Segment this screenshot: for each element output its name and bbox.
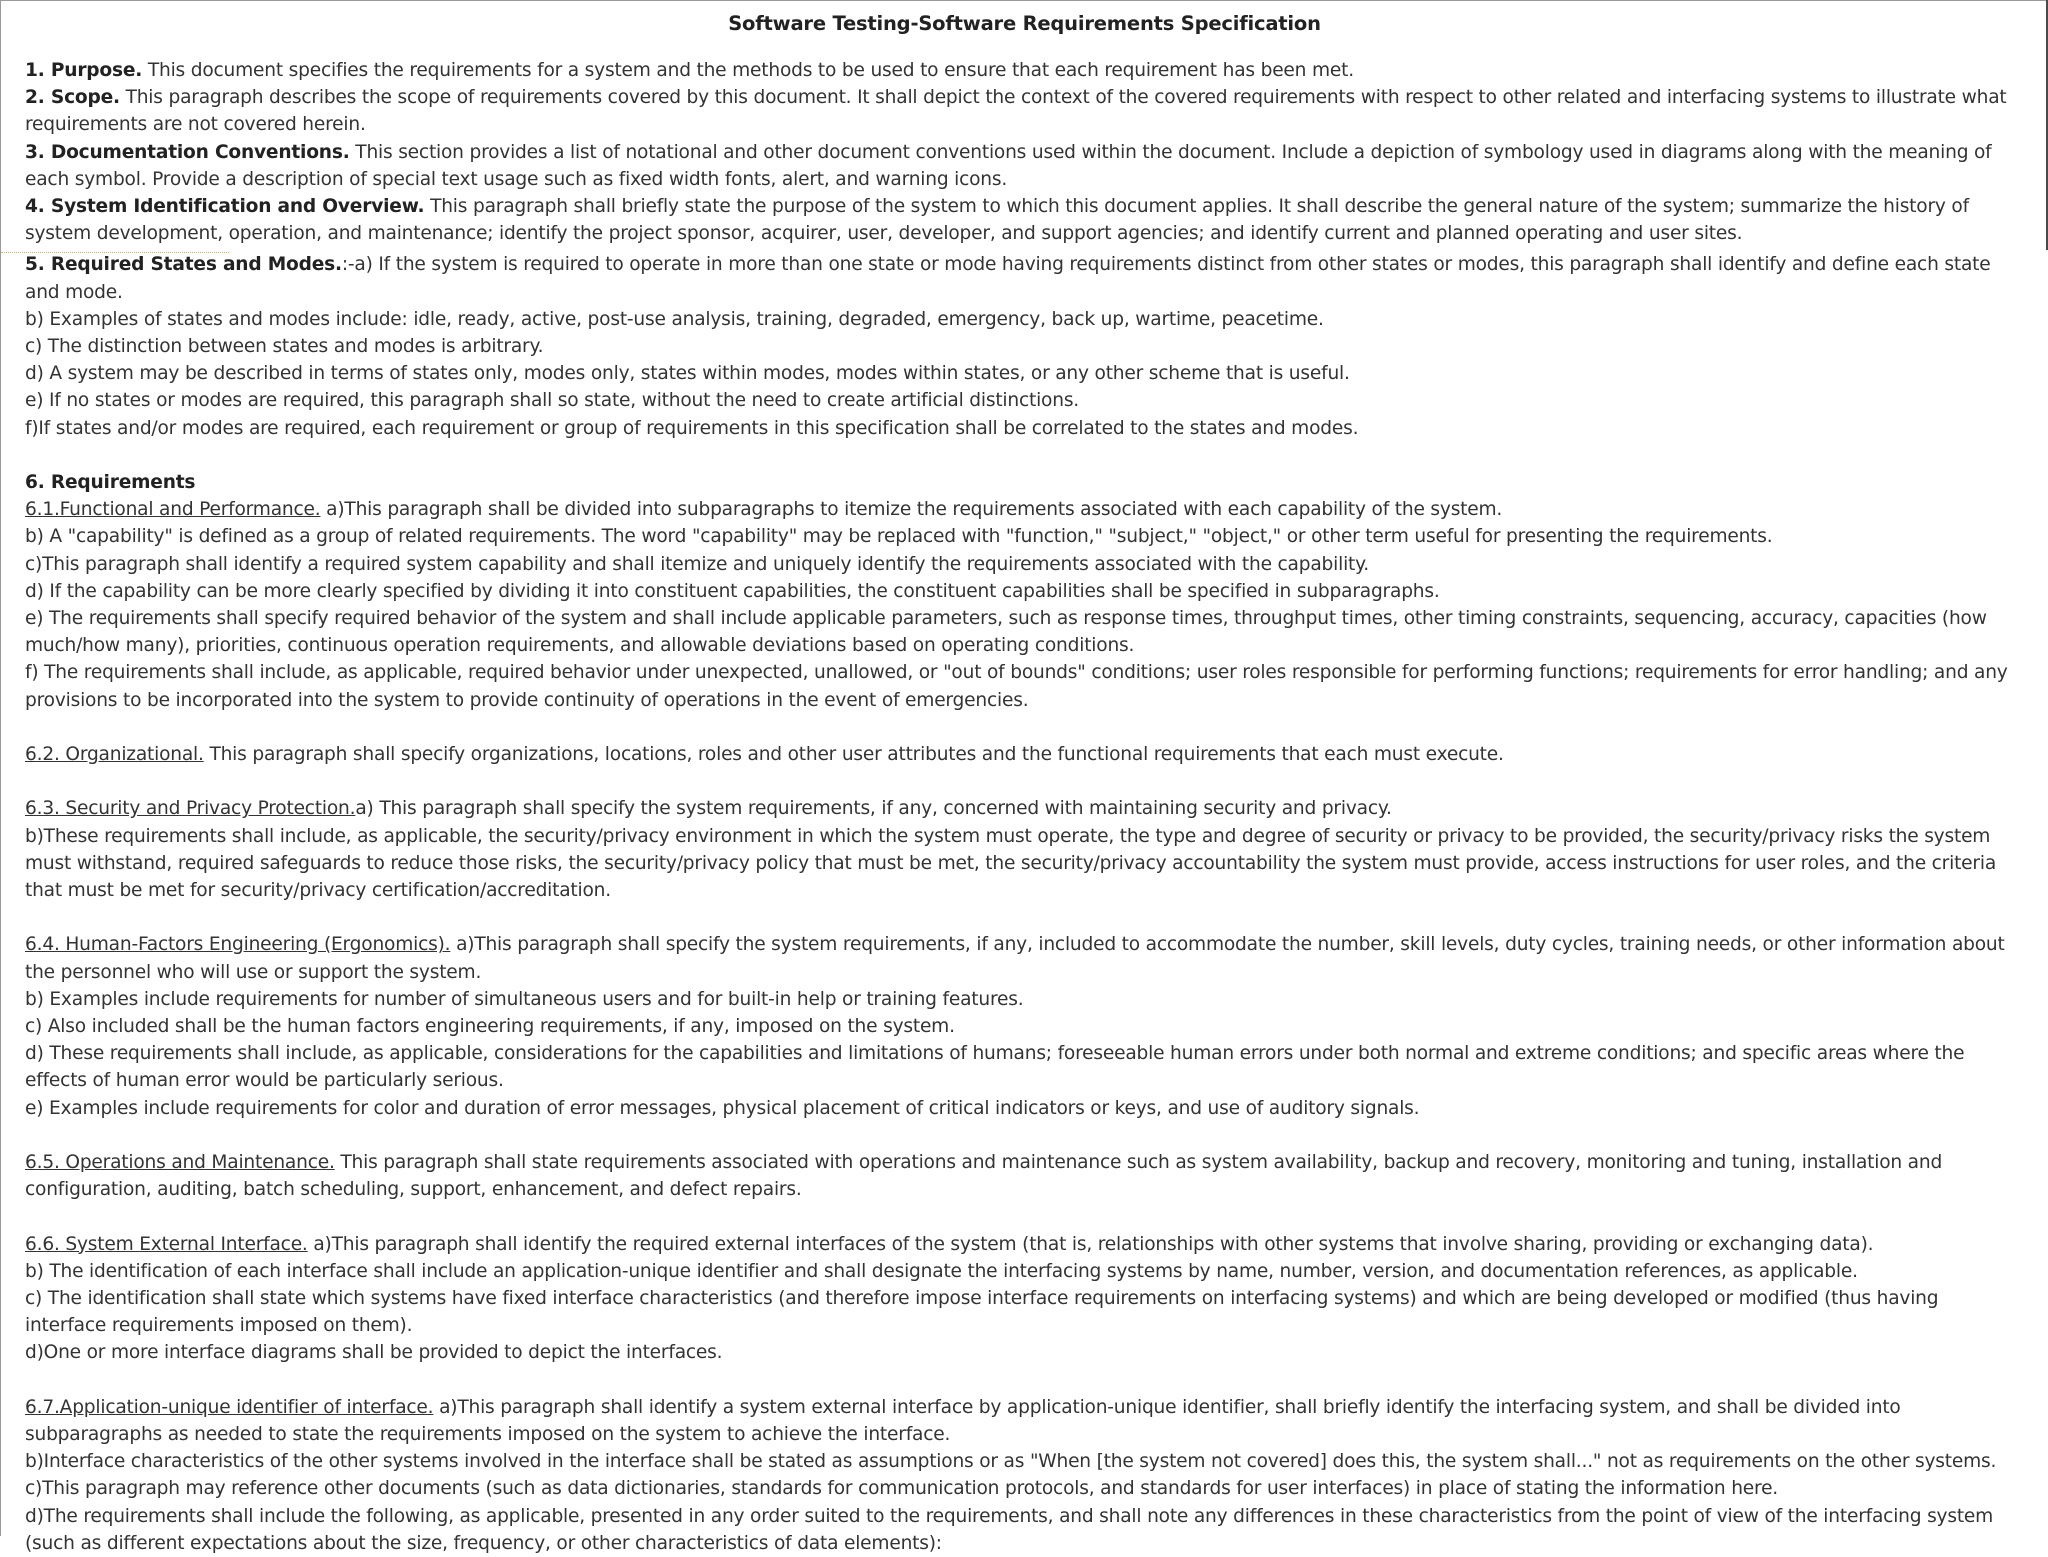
subsection-human-factors [25,931,2024,985]
subsection-heading: 6.6. System External Interface. [25,1233,308,1255]
list-item: f) The requirements shall include, as applicable, required behavior under unexpected, unallowed, or "out of bounds" conditions; user roles responsible for performing functions; requirements for error handling; and any provisions to be incorporated into the system to provide continuity of operations in the event of emergencies. [25,662,2008,711]
list-item: b) Examples include requirements for number of simultaneous users and for built-in help or training features. [25,988,1024,1010]
list-item: c)This paragraph may reference other documents (such as data dictionaries, standards for communication protocols, and standards for user interfaces) in place of stating the information here. [25,1478,1779,1500]
section-divider [1,252,229,253]
section-heading: 2. Scope. [25,87,120,109]
section-purpose [25,57,2024,84]
section-text: This document specifies the requirements for a system and the methods to be used to ensure that each requirement has been met. [142,60,1354,81]
subsection-organizational [25,741,2024,768]
subsection-heading: 6.7.Application-unique identifier of interface. [25,1396,434,1418]
section-heading: 5. Required States and Modes. [25,254,342,276]
list-item: b) Examples of states and modes include: idle, ready, active, post-use analysis, training, degraded, emergency, back up, wartime, peacetime. [25,308,1324,330]
list-item: b) A "capability" is defined as a group of related requirements. The word "capability" may be replaced with "function," "subject," "object," or other term useful for presenting the requirements. [25,526,1773,548]
subsection-security [25,795,2024,822]
spacer [25,714,2024,741]
spacer [25,1367,2024,1394]
list-item: d)One or more interface diagrams shall be provided to depict the interfaces. [25,1342,723,1364]
subsection-heading: 6.4. Human-Factors Engineering (Ergonomics). [25,934,451,956]
list-item: c) Also included shall be the human factors engineering requirements, if any, imposed on the system. [25,1016,955,1038]
subsection-interface-identifier [25,1394,2024,1448]
list-item: c) The distinction between states and modes is arbitrary. [25,336,544,358]
section-text: a)This paragraph shall specify the system requirements, if any, included to accommodate the number, skill levels, duty cycles, training needs, or other information about the personnel who will use or support the system. [25,934,2005,983]
list-item: b)These requirements shall include, as applicable, the security/privacy environment in which the system must operate, the type and degree of security or privacy to be provided, the security/privacy risks the system must withstand, required safeguards to reduce those risks, the security/privacy policy that must be met, the security/privacy accountability the system must provide, access instructions for user roles, and the criteria that must be met for security/privacy certification/accreditation. [25,825,1997,902]
section-text: a)This paragraph shall be divided into subparagraphs to itemize the requirements associated with each capability of the system. [320,499,1503,521]
section-heading: 4. System Identification and Overview. [25,196,425,218]
subsection-heading: 6.5. Operations and Maintenance. [25,1152,335,1174]
section-text: a) This paragraph shall specify the system requirements, if any, concerned with maintaining security and privacy. [355,798,1392,820]
subsection-functional [25,496,2024,523]
section-requirements-heading [25,469,2024,496]
spacer [25,904,2024,931]
spacer [25,1122,2024,1149]
list-item: e) Examples include requirements for color and duration of error messages, physical placement of critical indicators or keys, and use of auditory signals. [25,1097,1420,1119]
section-heading: 6. Requirements [25,472,196,494]
section-overview [25,193,2024,247]
subsection-heading: 6.2. Organizational. [25,744,204,766]
spacer [25,442,2024,469]
list-item: d)The requirements shall include the following, as applicable, presented in any order suited to the requirements, and shall note any differences in these characteristics from the point of view of the interfacing system (such as different expectations about the size, frequency, or other characteristics of data elements): [25,1505,1994,1554]
top-border [1,0,2048,1]
list-item: d) If the capability can be more clearly specified by dividing it into constituent capabilities, the constituent capabilities shall be specified in subparagraphs. [25,580,1440,602]
list-item: d) A system may be described in terms of states only, modes only, states within modes, modes within states, or any other scheme that is useful. [25,363,1350,385]
spacer [25,1203,2024,1230]
list-item: d) These requirements shall include, as applicable, considerations for the capabilities and limitations of humans; foreseeable human errors under both normal and extreme conditions; and specific areas where the effects of human error would be particularly serious. [25,1043,1965,1092]
subsection-operations [25,1149,2024,1203]
list-item: e) If no states or modes are required, this paragraph shall so state, without the need to create artificial distinctions. [25,390,1080,412]
list-item: c) The identification shall state which systems have fixed interface characteristics (and therefore impose interface requirements on interfacing systems) and which are being developed or modified (thus having interface requirements imposed on them). [25,1288,1939,1337]
section-text: a)This paragraph shall identify a system external interface by application-unique identifier, shall briefly identify the interfacing system, and shall be divided into subparagraphs as needed to state the requirements imposed on the system to achieve the interface. [25,1396,1901,1446]
subsection-external-interface [25,1231,2024,1258]
section-text: This paragraph describes the scope of requirements covered by this document. It shall depict the context of the covered requirements with respect to other related and interfacing systems to illustrate what requirements are not covered herein. [25,87,2007,136]
section-text: :-a) If the system is required to operate in more than one state or mode having requirements distinct from other states or modes, this paragraph shall identify and define each state and mode. [25,254,1991,303]
spacer [25,768,2024,795]
section-text: This paragraph shall state requirements associated with operations and maintenance such as system availability, backup and recovery, monitoring and tuning, installation and configuration, auditing, batch scheduling, support, enhancement, and defect repairs. [25,1152,1943,1201]
list-item: b)Interface characteristics of the other systems involved in the interface shall be stated as assumptions or as "When [the system not covered] does this, the system shall..." not as requirements on the other systems. [25,1451,1997,1473]
subsection-heading: 6.1.Functional and Performance. [25,499,321,521]
list-item: c)This paragraph shall identify a required system capability and shall itemize and uniquely identify the requirements associated with the capability. [25,553,1369,575]
section-text: This paragraph shall briefly state the purpose of the system to which this document applies. It shall describe the general nature of the system; summarize the history of system development, operation, and maintenance; identify the project sponsor, acquirer, user, developer, and support agencies; and identify current and planned operating and user sites. [25,196,1969,245]
section-text: This paragraph shall specify organizations, locations, roles and other user attributes and the functional requirements that each must execute. [203,744,1504,766]
list-item: e) The requirements shall specify required behavior of the system and shall include applicable parameters, such as response times, throughput times, other timing constraints, sequencing, accuracy, capacities (how much/how many), priorities, continuous operation requirements, and allowable deviations based on operating conditions. [25,608,1987,657]
section-heading: 1. Purpose. [25,60,143,81]
section-text: This section provides a list of notational and other document conventions used within the document. Include a depiction of symbology used in diagrams along with the meaning of each symbol. Provide a description of special text usage such as fixed width fonts, alert, and warning icons. [25,141,1992,190]
section-heading: 3. Documentation Conventions. [25,141,350,163]
list-item: b) The identification of each interface shall include an application-unique identifier and shall designate the interfacing systems by name, number, version, and documentation references, as applicable. [25,1260,1858,1282]
section-scope [25,84,2024,138]
list-item: f)If states and/or modes are required, each requirement or group of requirements in this specification shall be correlated to the states and modes. [25,417,1359,439]
document-title: Software Testing-Software Requirements Specification [728,12,1321,35]
subsection-heading: 6.3. Security and Privacy Protection. [25,798,356,820]
section-states-modes [25,251,2024,305]
section-conventions [25,139,2024,193]
section-text: a)This paragraph shall identify the required external interfaces of the system (that is, relationships with other systems that involve sharing, providing or exchanging data). [307,1233,1874,1255]
